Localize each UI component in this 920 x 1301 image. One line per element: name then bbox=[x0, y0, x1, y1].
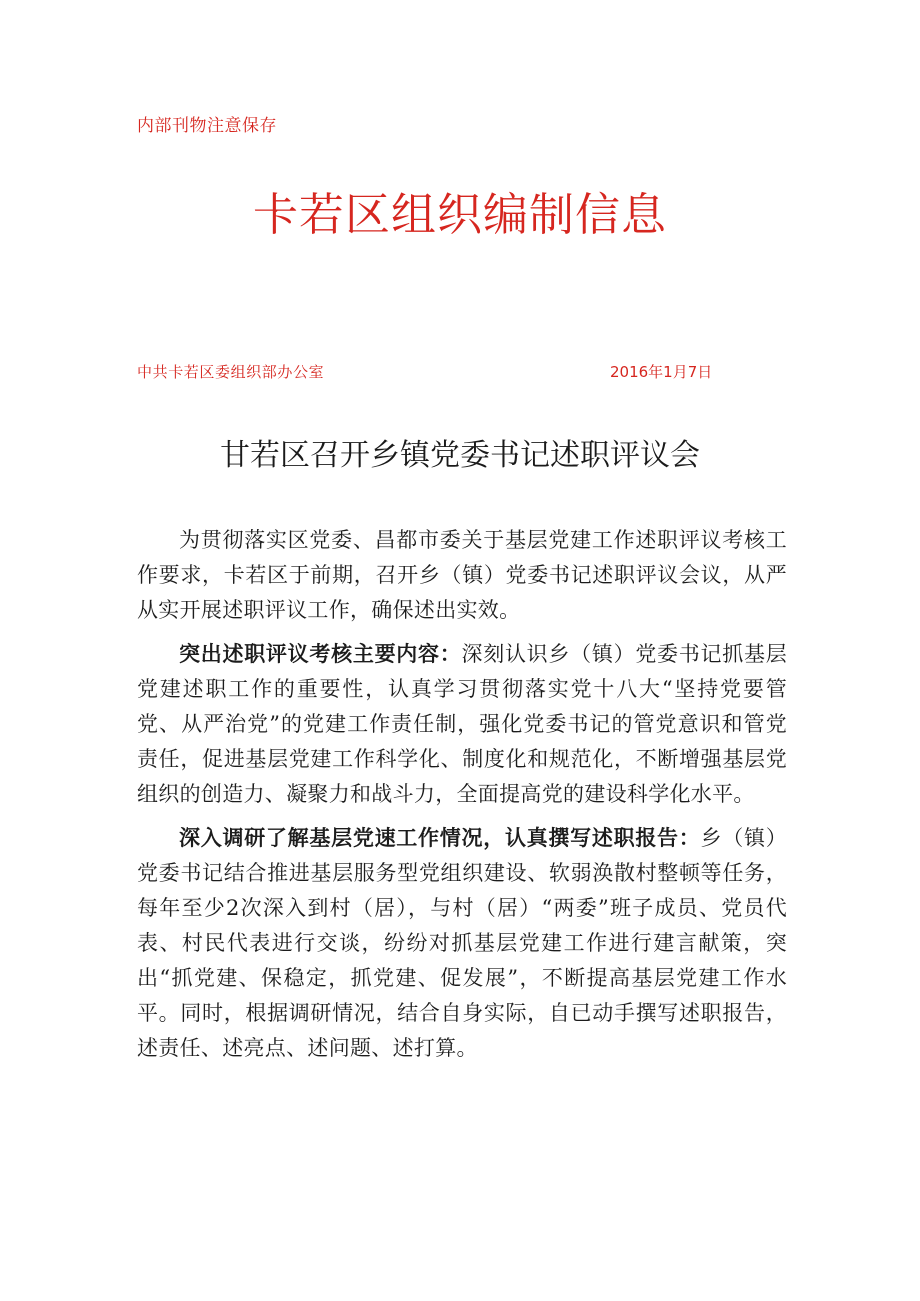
paragraph-lead: 深入调研了解基层党速工作情况，认真撰写述职报告： bbox=[179, 826, 701, 850]
issuer-office: 中共卡若区委组织部办公室 bbox=[137, 363, 325, 381]
internal-notice: 内部刊物注意保存 bbox=[137, 116, 277, 136]
paragraph-assessment-content bbox=[137, 637, 787, 812]
masthead-title: 卡若区组织编制信息 bbox=[252, 188, 667, 241]
article-title: 甘若区召开乡镇党委书记述职评议会 bbox=[220, 438, 700, 473]
article-body bbox=[137, 523, 787, 1075]
paragraph-lead: 突出述职评议考核主要内容： bbox=[179, 642, 462, 666]
paragraph-text: 为贯彻落实区党委、昌都市委关于基层党建工作述职评议考核工作要求，卡若区于前期，召开乡（镇）党委书记述职评议会议，从严从实开展述职评议工作，确保述出实效。 bbox=[137, 528, 787, 622]
paragraph-text: 深刻认识乡（镇）党委书记抓基层党建述职工作的重要性，认真学习贯彻落实党十八大“坚持党要管党、从严治党”的党建工作责任制，强化党委书记的管党意识和管党责任，促进基层党建工作科学化、制度化和规范化，不断增强基层党组织的创造力、凝聚力和战斗力，全面提高党的建设科学化水平。 bbox=[137, 642, 787, 806]
issue-date: 2016年1月7日 bbox=[610, 363, 713, 381]
paragraph-intro bbox=[137, 523, 787, 628]
paragraph-text: 乡（镇）党委书记结合推进基层服务型党组织建设、软弱涣散村整顿等任务，每年至少2次深入到村（居），与村（居）“两委”班子成员、党员代表、村民代表进行交谈，纷纷对抓基层党建工作进行建言献策，突出“抓党建、保稳定，抓党建、促发展”，不断提高基层党建工作水平。同时，根据调研情况，结合自身实际，自已动手撰写述职报告，述责任、述亮点、述问题、述打算。 bbox=[137, 826, 788, 1060]
paragraph-research-report bbox=[137, 821, 787, 1066]
